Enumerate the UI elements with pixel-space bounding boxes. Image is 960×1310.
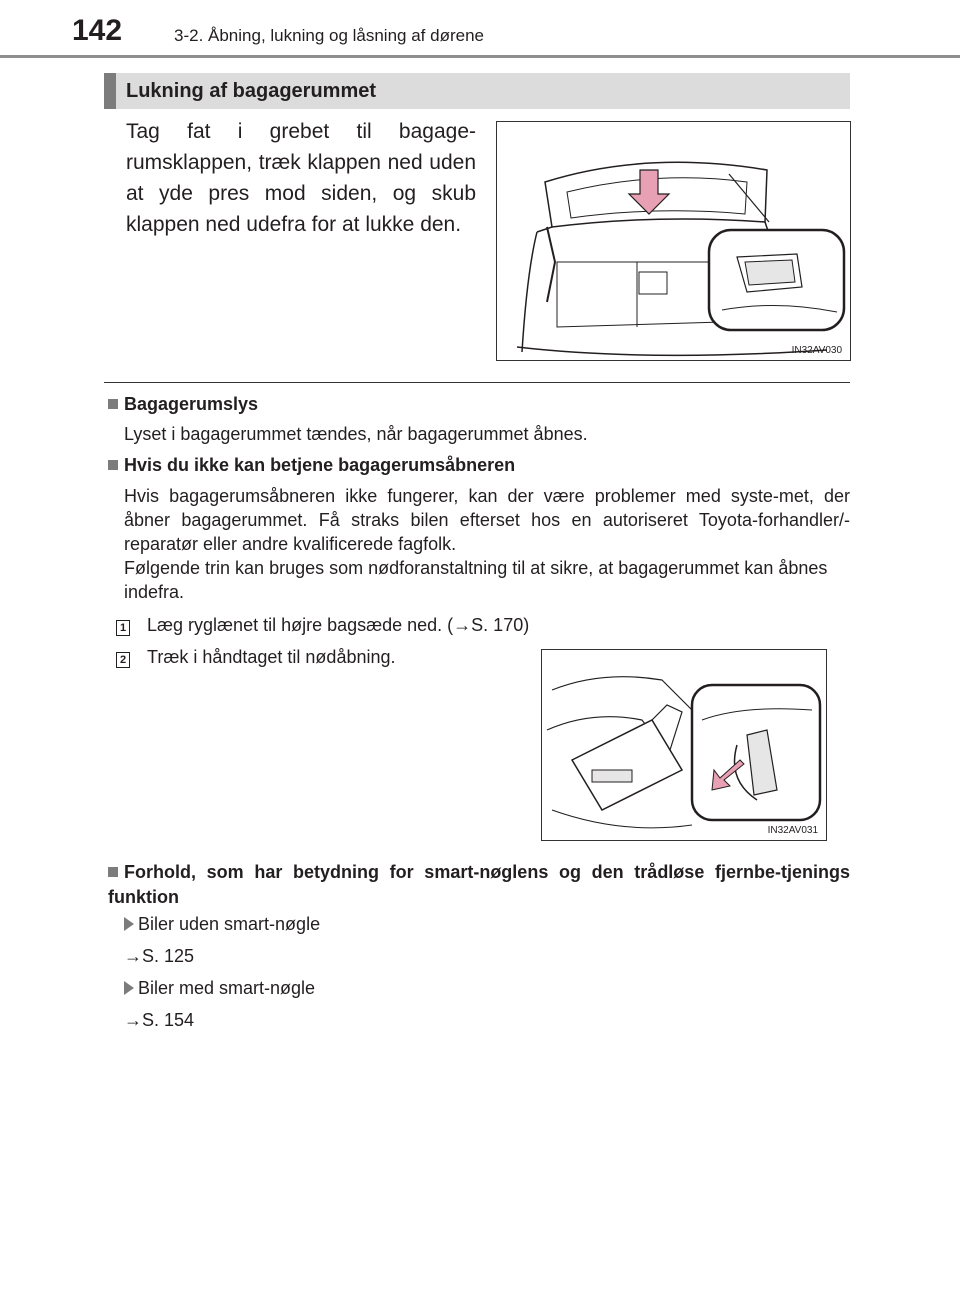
trunk-drawing <box>497 122 850 360</box>
smart-key-ref-with: →S. 154 <box>124 1010 195 1030</box>
smart-key-item-label: Biler uden smart-nøgle <box>138 914 321 934</box>
step-text: Læg ryglænet til højre bagsæde ned. (→S. 170) <box>147 615 530 635</box>
page-number: 142 <box>72 14 123 47</box>
square-bullet-icon <box>108 460 118 470</box>
chapter-title: 3-2. Åbning, lukning og låsning af dørene <box>174 26 484 45</box>
section-divider <box>104 382 850 383</box>
triangle-bullet-icon <box>124 917 134 931</box>
note-text-emergency: Følgende trin kan bruges som nødforanstaltning til at sikre, at bagagerummet kan åbnes indefra. <box>124 558 828 602</box>
note-heading-trunk-light <box>108 394 258 415</box>
step-number-badge: 2 <box>116 652 130 668</box>
section-title: Lukning af bagagerummet <box>126 80 377 102</box>
release-handle-drawing <box>542 650 826 840</box>
step-number-badge: 1 <box>116 620 130 636</box>
header-rule <box>0 55 960 58</box>
triangle-bullet-icon <box>124 981 134 995</box>
smart-key-item-without <box>124 912 320 936</box>
note-heading-smart-key <box>108 860 850 910</box>
note-text-opener: Hvis bagagerumsåbneren ikke fungerer, kan der være problemer med syste-met, der åbner bagagerummet. Få straks bilen efterset hos en autoriseret Toyota-forhandler/-reparatør eller andre kvalificerede fagfolk. <box>124 486 850 554</box>
step-1 <box>116 613 529 637</box>
emergency-release-illustration <box>541 649 827 841</box>
figure-code: IN32AV030 <box>791 345 842 356</box>
section-title-marker <box>104 73 116 109</box>
square-bullet-icon <box>108 867 118 877</box>
note-heading-text: Hvis du ikke kan betjene bagagerumsåbneren <box>124 455 516 475</box>
section-title-band <box>104 73 850 109</box>
figure-code: IN32AV031 <box>767 825 818 836</box>
note-text-trunk-light: Lyset i bagagerummet tændes, når bagagerummet åbnes. <box>124 424 588 444</box>
square-bullet-icon <box>108 399 118 409</box>
note-heading-text: Forhold, som har betydning for smart-nøglens og den trådløse fjernbe-tjenings funktion <box>108 862 850 907</box>
note-heading-text: Bagagerumslys <box>124 394 259 414</box>
step-text: Træk i håndtaget til nødåbning. <box>147 647 396 667</box>
note-heading-opener <box>108 455 515 476</box>
smart-key-ref-without: →S. 125 <box>124 946 195 966</box>
smart-key-item-with <box>124 976 315 1000</box>
intro-paragraph: Tag fat i grebet til bagage-rumsklappen, træk klappen ned uden at yde pres mod siden, og skub klappen ned udefra for at lukke den. <box>126 120 476 236</box>
step-2 <box>116 645 396 669</box>
trunk-close-illustration <box>496 121 851 361</box>
smart-key-item-label: Biler med smart-nøgle <box>138 978 316 998</box>
